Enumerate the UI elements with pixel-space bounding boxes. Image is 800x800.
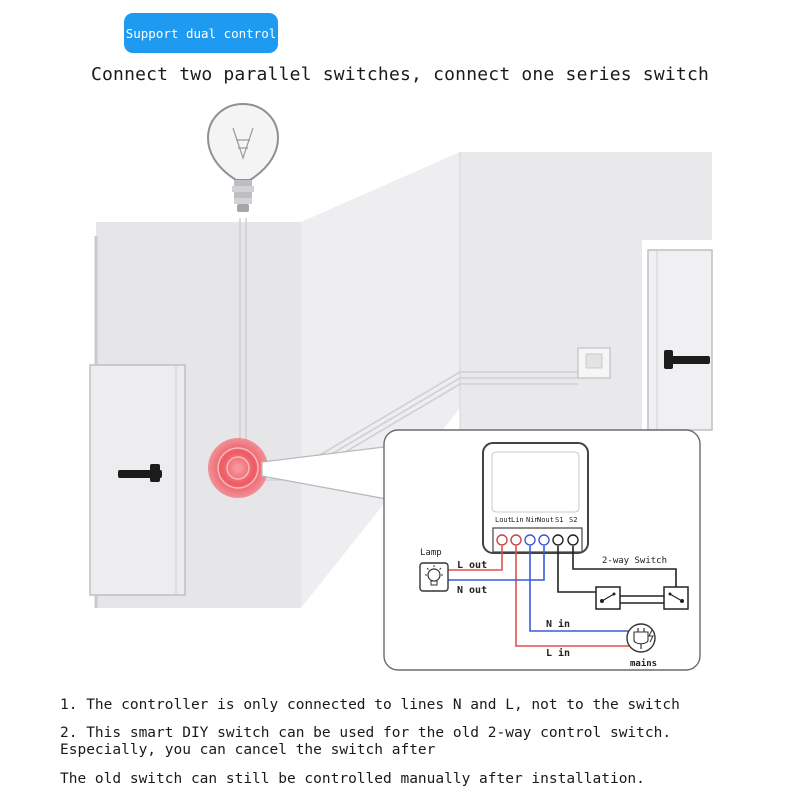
terminal-label-s2: S2	[569, 516, 578, 524]
lamp-icon	[420, 563, 448, 591]
terminal-label-s1: S1	[555, 516, 564, 524]
mains-label: mains	[630, 659, 658, 669]
note-line-2b: Especially, you can cancel the switch after	[60, 742, 436, 758]
terminal-label-lin: Lin	[511, 516, 524, 524]
terminal-s2	[568, 535, 578, 545]
note-line-3: The old switch can still be controlled manually after installation.	[60, 771, 645, 787]
left-door	[90, 365, 185, 595]
two-way-switch-b-icon	[664, 587, 688, 609]
terminal-label-lout: Lout	[495, 516, 512, 524]
mains-plug-icon	[627, 624, 655, 652]
lin-label: L in	[546, 648, 571, 659]
terminal-label-nin: Nin	[526, 516, 539, 524]
terminal-s1	[553, 535, 563, 545]
note-line-1: 1. The controller is only connected to lines N and L, not to the switch	[60, 697, 680, 713]
light-bulb-icon	[208, 104, 278, 212]
controller-hotspot	[208, 438, 268, 498]
nin-label: N in	[546, 619, 571, 630]
two-way-switch-label: 2-way Switch	[602, 556, 668, 566]
note-line-2a: 2. This smart DIY switch can be used for the old 2-way control switch.	[60, 725, 672, 741]
lamp-label: Lamp	[420, 548, 442, 558]
terminal-label-nout: Nout	[537, 516, 554, 524]
right-door	[648, 250, 712, 430]
terminal-nout	[539, 535, 549, 545]
dual-control-badge: Support dual control	[124, 13, 278, 53]
terminal-nin	[525, 535, 535, 545]
page-subtitle: Connect two parallel switches, connect one series switch	[90, 64, 710, 85]
wall-switch	[578, 348, 610, 378]
two-way-switch-a-icon	[596, 587, 620, 609]
nout-label: N out	[457, 585, 488, 596]
terminal-lout	[497, 535, 507, 545]
wiring-panel	[384, 430, 700, 670]
lout-label: L out	[457, 560, 488, 571]
terminal-lin	[511, 535, 521, 545]
